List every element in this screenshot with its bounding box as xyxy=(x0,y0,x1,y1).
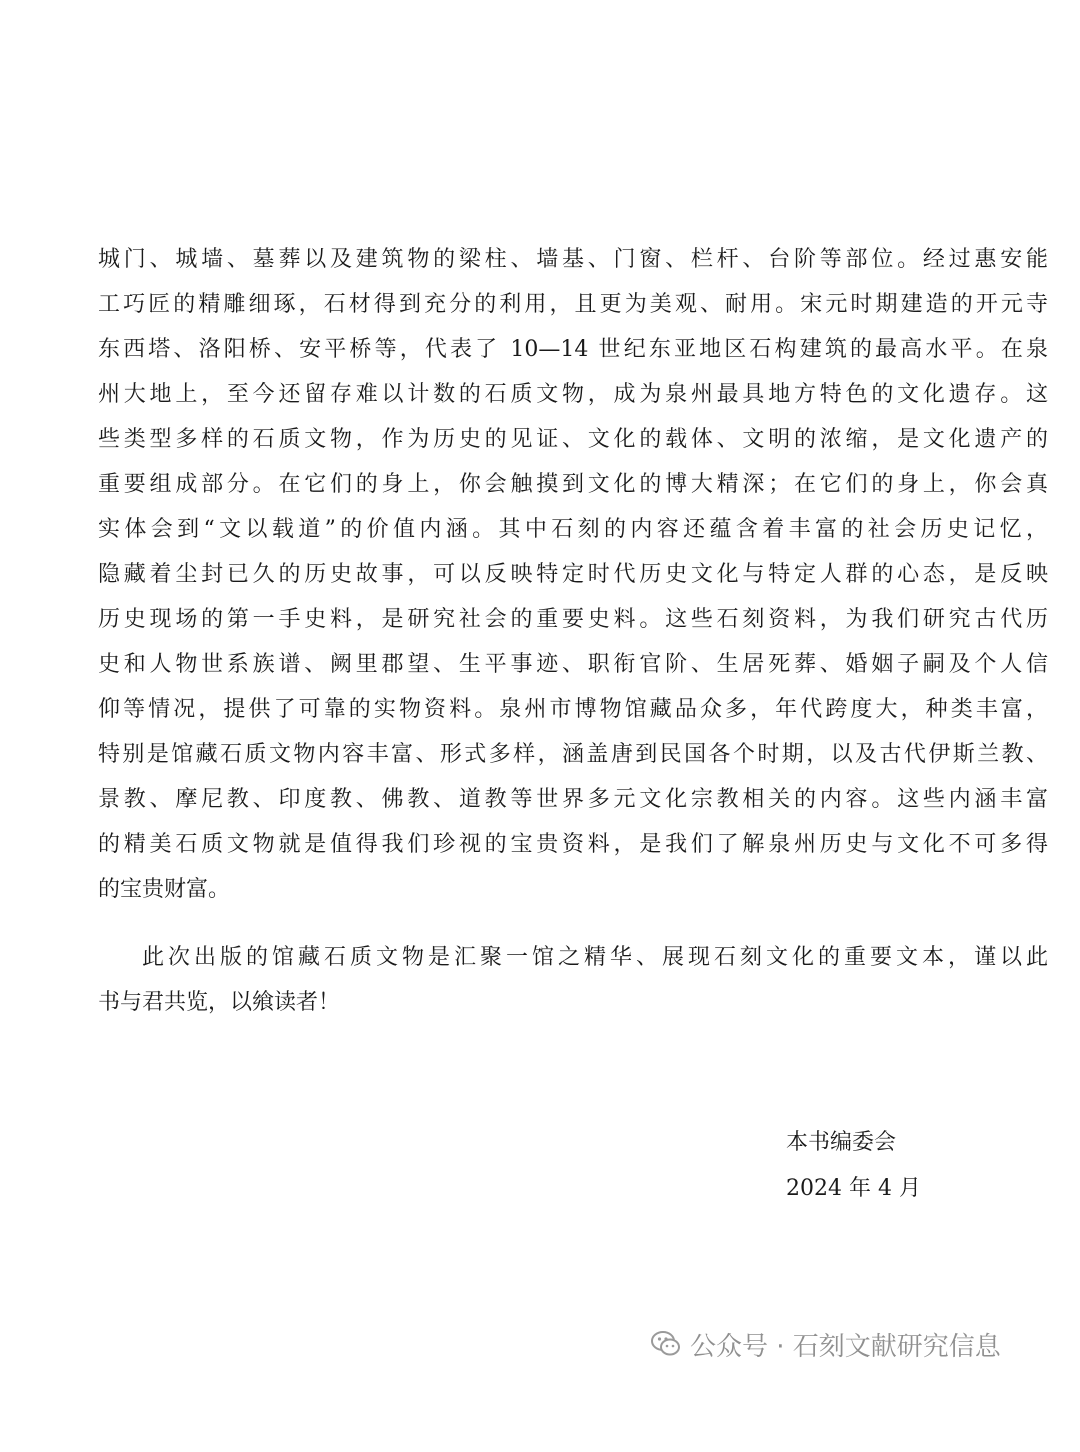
text-line: 特别是馆藏石质文物内容丰富、形式多样，涵盖唐到民国各个时期，以及古代伊斯兰教、 xyxy=(98,742,1048,767)
text-line: 州大地上，至今还留存难以计数的石质文物，成为泉州最具地方特色的文化遗存。这 xyxy=(98,382,1048,407)
text-line: 的精美石质文物就是值得我们珍视的宝贵资料，是我们了解泉州历史与文化不可多得 xyxy=(98,832,1048,857)
text-line: 东西塔、洛阳桥、安平桥等，代表了 10—14 世纪东亚地区石构建筑的最高水平。在泉 xyxy=(98,337,1048,362)
text-line: 历史现场的第一手史料，是研究社会的重要史料。这些石刻资料，为我们研究古代历 xyxy=(98,607,1048,632)
text-line: 书与君共览，以飨读者！ xyxy=(98,990,341,1015)
watermark xyxy=(650,1324,1001,1364)
wechat-icon xyxy=(650,1328,682,1360)
text-line: 实体会到“文以载道”的价值内涵。其中石刻的内容还蕴含着丰富的社会历史记忆， xyxy=(98,517,1048,542)
text-line: 重要组成部分。在它们的身上，你会触摸到文化的博大精深；在它们的身上，你会真 xyxy=(98,472,1048,497)
text-line: 史和人物世系族谱、阙里郡望、生平事迹、职衔官阶、生居死葬、婚姻子嗣及个人信 xyxy=(98,652,1048,677)
text-line: 些类型多样的石质文物，作为历史的见证、文化的载体、文明的浓缩，是文化遗产的 xyxy=(98,427,1048,452)
text-line: 仰等情况，提供了可靠的实物资料。泉州市博物馆藏品众多，年代跨度大，种类丰富， xyxy=(98,697,1048,722)
text-line: 工巧匠的精雕细琢，石材得到充分的利用，且更为美观、耐用。宋元时期建造的开元寺 xyxy=(98,292,1048,317)
text-line: 景教、摩尼教、印度教、佛教、道教等世界多元文化宗教相关的内容。这些内涵丰富 xyxy=(98,787,1048,812)
text-line: 隐藏着尘封已久的历史故事，可以反映特定时代历史文化与特定人群的心态，是反映 xyxy=(98,562,1048,587)
text-line: 此次出版的馆藏石质文物是汇聚一馆之精华、展现石刻文化的重要文本，谨以此 xyxy=(142,945,1048,970)
signature-author: 本书编委会 xyxy=(786,1130,897,1155)
text-line: 的宝贵财富。 xyxy=(98,877,231,902)
text-line: 城门、城墙、墓葬以及建筑物的梁柱、墙基、门窗、栏杆、台阶等部位。经过惠安能 xyxy=(98,247,1048,272)
watermark-text: 公众号 · 石刻文献研究信息 xyxy=(690,1331,1001,1362)
signature-date: 2024 年 4 月 xyxy=(786,1176,921,1201)
